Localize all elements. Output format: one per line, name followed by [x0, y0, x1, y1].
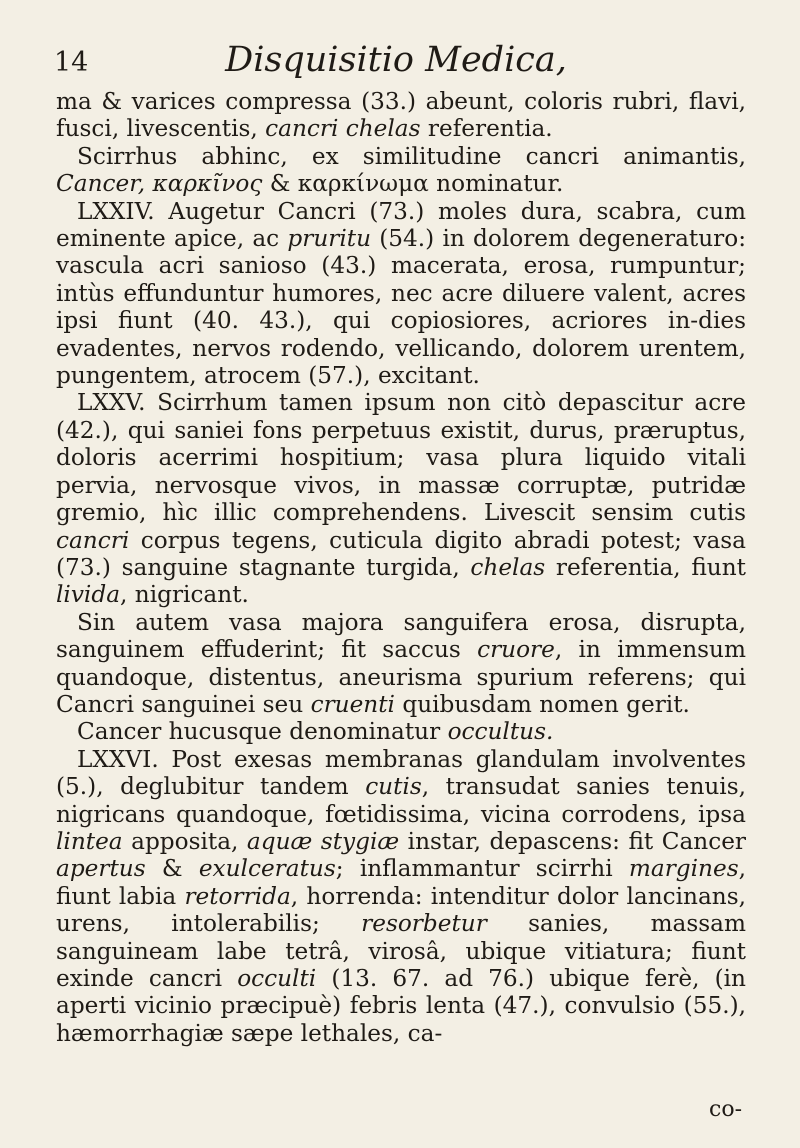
text-run: Cancer hucusque denominatur	[77, 718, 448, 746]
italic-text: retorrida	[184, 882, 291, 910]
body-text	[56, 88, 746, 1047]
text-run: , horrenda: intenditur dolor lancinans, urens, intolerabilis;	[56, 882, 746, 938]
text-run: LXXVI. Post exesas membranas glandulam involventes (5.), deglubitur tandem	[56, 745, 746, 801]
paragraph-4	[56, 389, 746, 608]
text-run: (54.) in dolorem degeneraturo: vascula acri sanioso (43.) macerata, erosa, rumpuntur; intùs effunduntur humores, nec acre diluere valent, acres ipsi fiunt (40. 43.), qui copiosiores, acriores in-dies evadentes, nervos rodendo, vellicando, dolorem urentem, pungentem, atrocem (57.), excitant.	[56, 225, 747, 390]
text-run: quibusdam nomen gerit.	[394, 690, 690, 718]
text-run: ; inflammantur scirrhi	[335, 855, 629, 883]
text-run: instar, depascens: fit Cancer	[399, 827, 747, 855]
text-run: , in immensum quandoque, distentus, aneurisma spurium referens; qui Cancri sanguinei seu	[56, 636, 746, 718]
italic-text: Cancer, καρκῖνος	[56, 170, 263, 198]
text-run: referentia.	[420, 115, 553, 143]
italic-text: cancri chelas	[265, 115, 421, 143]
paragraph-1	[56, 88, 746, 143]
italic-text: margines	[628, 855, 739, 883]
italic-text: lintea	[56, 827, 123, 855]
text-run: Scirrhus abhinc, ex similitudine cancri animantis,	[77, 142, 746, 170]
italic-text: occultus.	[447, 718, 554, 746]
paragraph-2	[56, 143, 746, 198]
text-run: , transudat sanies tenuis, nigricans quandoque, fœtidissima, vicina corrodens, ipsa	[56, 773, 746, 828]
text-run: (13. 67. ad 76.) ubique ferè, (in aperti vicinio præcipuè) febris lenta (47.), convulsio (55.), hæmorrhagiæ sæpe lethales, ca-	[56, 965, 746, 1047]
text-run: sanies, massam sanguineam labe tetrâ, virosâ, ubique vitiatura; fiunt exinde cancri	[56, 910, 746, 992]
text-run: LXXIV. Augetur Cancri (73.) moles dura, scabra, cum eminente apice, ac	[56, 197, 746, 253]
text-run: & καρκίνωμα nominatur.	[262, 170, 564, 198]
italic-text: cruenti	[310, 690, 395, 718]
text-run: , nigricant.	[120, 581, 249, 609]
italic-text: aquæ stygiæ	[246, 827, 400, 855]
text-run: Sin autem vasa majora sanguifera erosa, disrupta, sanguinem effuderint; fit saccus	[56, 608, 746, 664]
paragraph-6	[56, 718, 746, 745]
italic-text: exulceratus	[198, 855, 336, 883]
catchword: co-	[709, 1097, 742, 1122]
paragraph-3	[56, 198, 746, 390]
italic-text: apertus	[56, 855, 146, 883]
italic-text: pruritu	[287, 225, 372, 253]
italic-text: cutis	[365, 773, 422, 801]
page-header	[56, 40, 746, 84]
italic-text: cruore	[477, 636, 555, 664]
italic-text: cancri	[56, 526, 130, 554]
running-title: Disquisitio Medica,	[225, 40, 567, 80]
text-run: ma & varices compressa (33.) abeunt, coloris rubri, flavi, fusci, livescentis,	[56, 88, 746, 143]
page-number: 14	[54, 47, 89, 78]
paragraph-7	[56, 746, 746, 1047]
text-run: referentia, fiunt	[545, 553, 746, 581]
text-run: &	[145, 855, 199, 883]
italic-text: resorbetur	[361, 910, 487, 938]
italic-text: occulti	[237, 965, 317, 992]
text-run: , fiunt labia	[56, 855, 746, 910]
italic-text: chelas	[470, 553, 546, 581]
text-run: LXXV. Scirrhum tamen ipsum non citò depascitur acre (42.), qui saniei fons perpetuus existit, durus, præruptus, doloris acerrimi hospitium; vasa plura liquido vitali pervia, nervosque vivos, in massæ corruptæ, putridæ gremio, hìc illic comprehendens. Livescit sensim cutis	[56, 389, 746, 527]
text-run: corpus tegens, cuticula digito abradi potest; vasa (73.) sanguine stagnante turgida,	[56, 526, 746, 581]
paragraph-5	[56, 609, 746, 719]
italic-text: livida	[56, 581, 121, 609]
text-run: apposita,	[122, 827, 247, 855]
